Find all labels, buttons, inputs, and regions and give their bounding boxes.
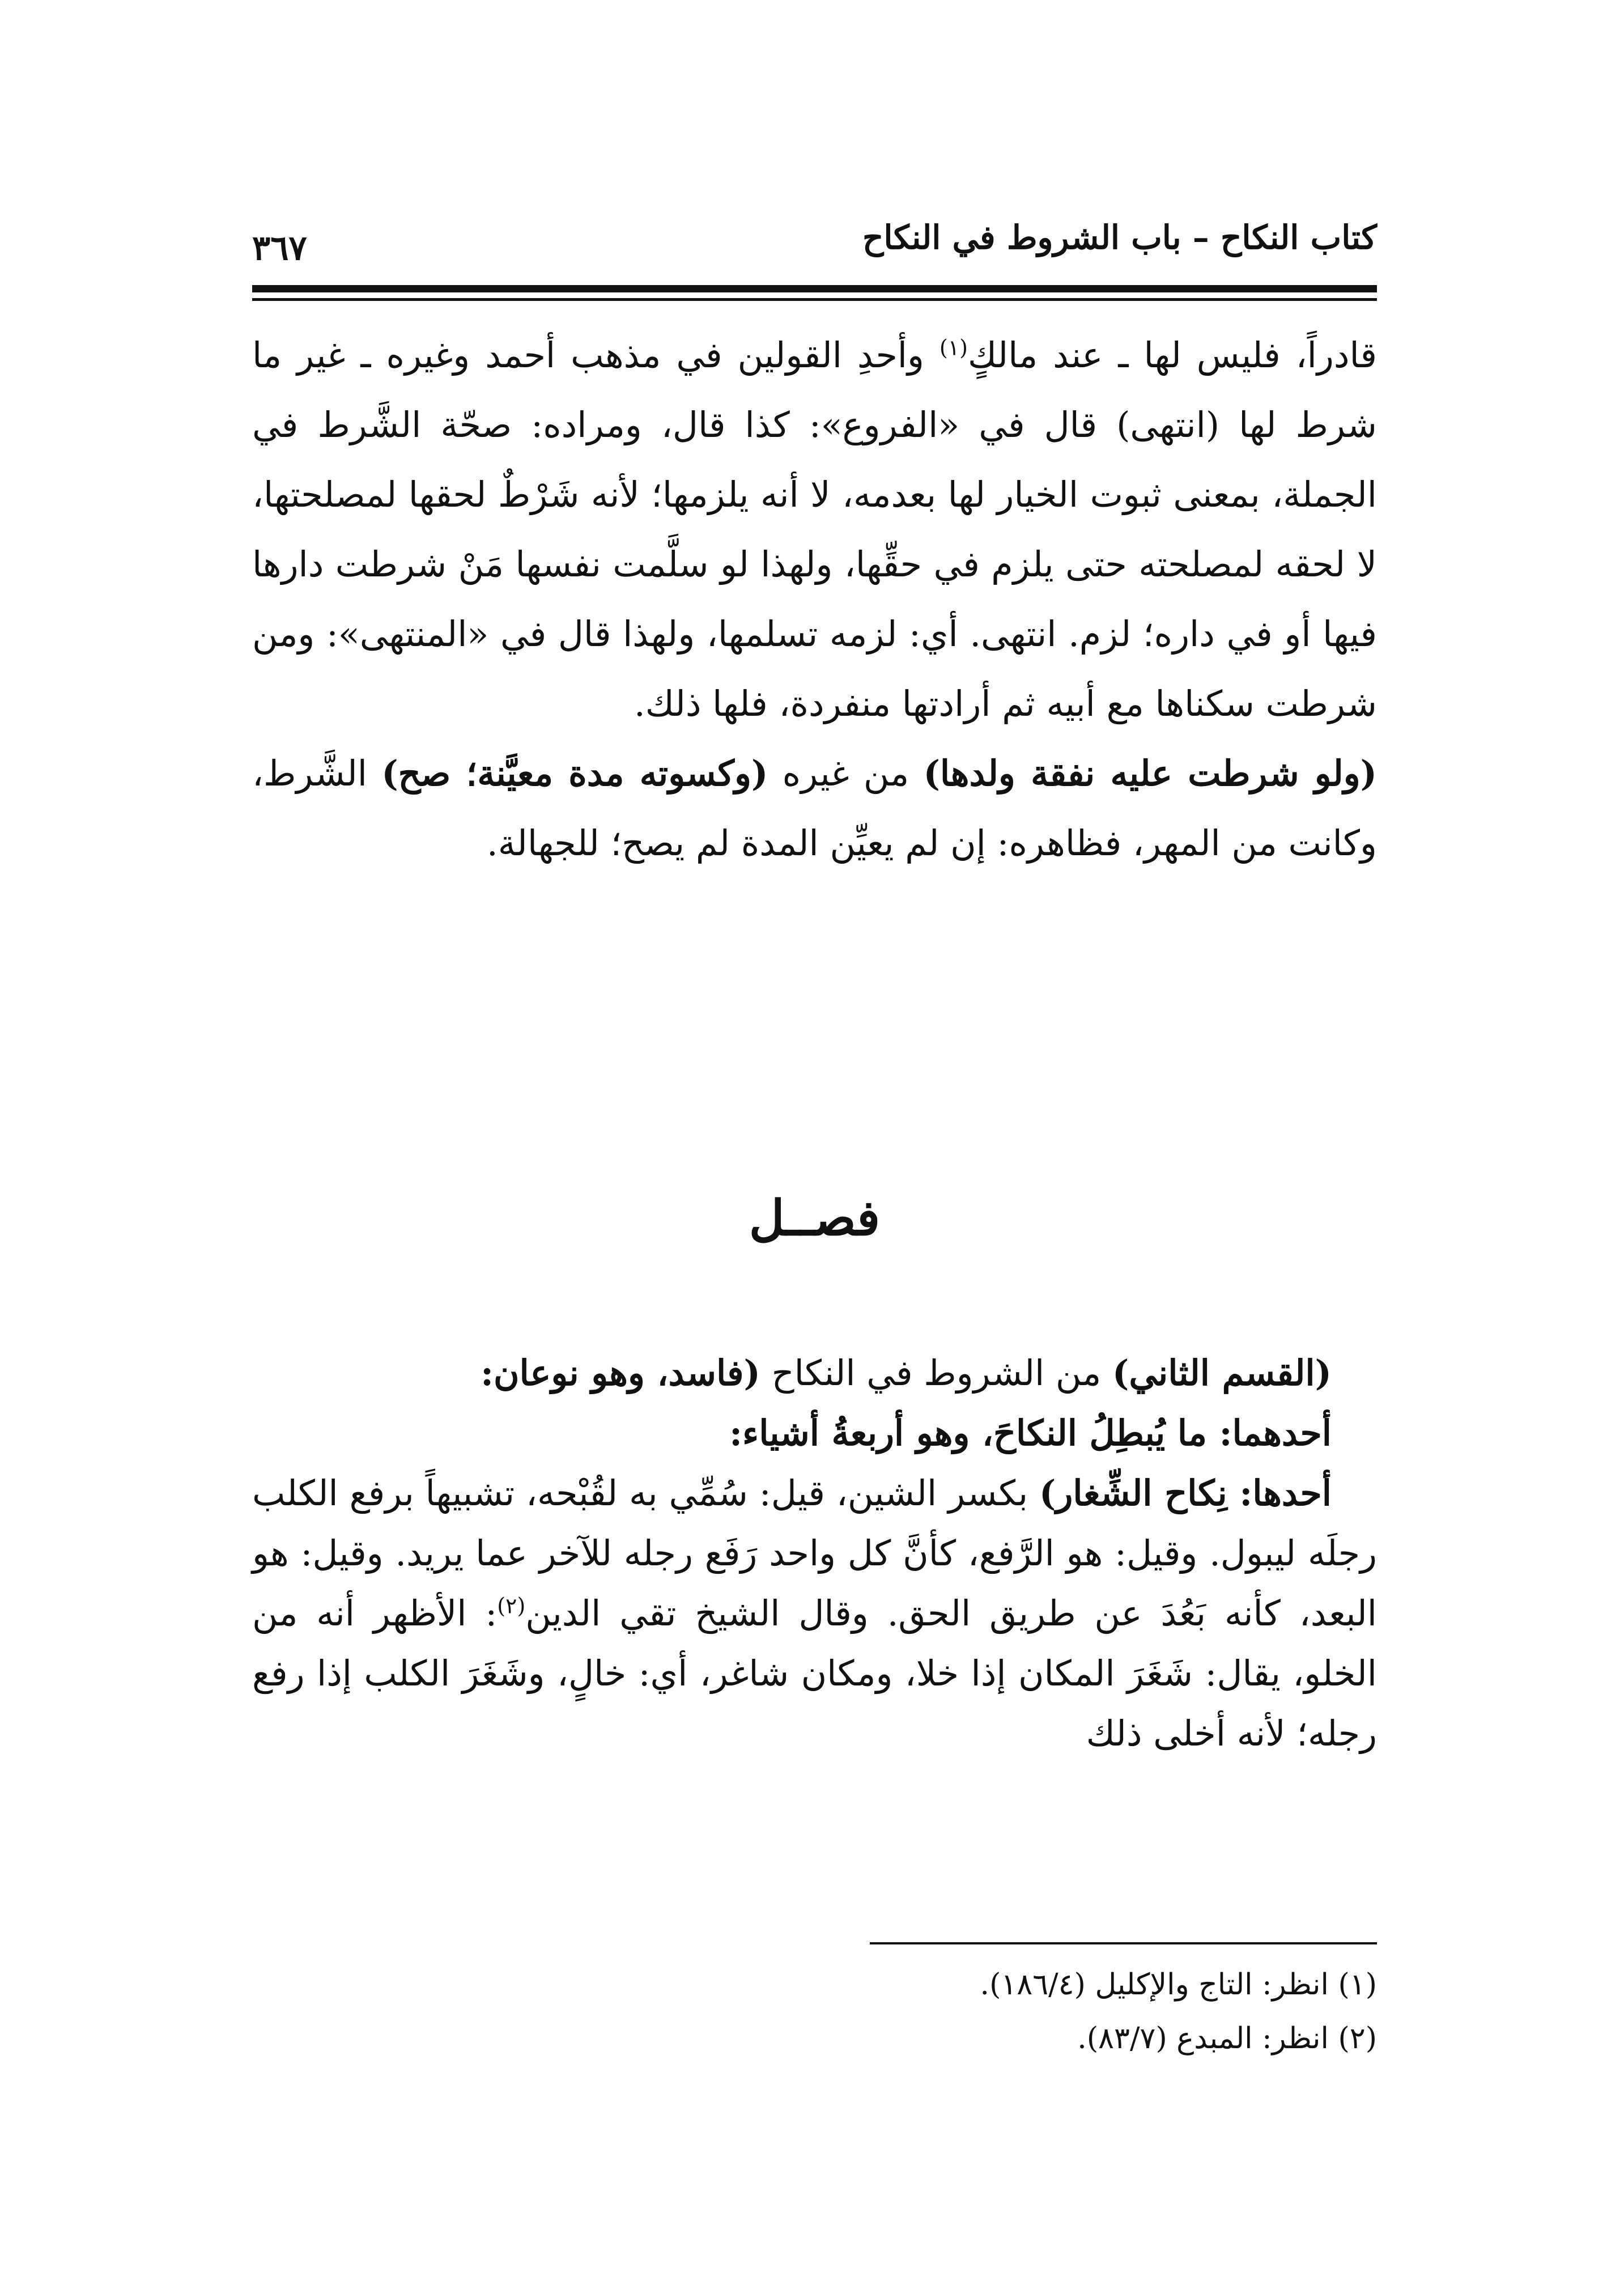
chapter-title: كتاب النكاح – باب الشروط في النكاح — [862, 218, 1377, 257]
p1-text-a: قادراً، فليس لها ـ عند مالكٍ — [967, 334, 1377, 376]
s1-bold-a: (القسم الثاني) — [1112, 1352, 1332, 1394]
header-rule-thin — [252, 298, 1377, 301]
section-line-3 — [252, 1463, 1377, 1764]
footnote-separator — [870, 1942, 1377, 1944]
header-rule-thick — [252, 285, 1377, 292]
p2-text-b: الشَّرط، وكانت من المهر، فظاهره: إن لم يعيِّن المدة لم يصح؛ للجهالة. — [252, 753, 1377, 864]
top-text-block — [252, 320, 1377, 878]
s3-bold: أحدها: نِكاح الشِّغار) — [1039, 1472, 1332, 1514]
p1-text-b: وأحدِ القولين في مذهب أحمد وغيره ـ غير ما شرط لها (انتهى) قال في «الفروع»: كذا قال، ومراده: صحّة الشَّرط في الجملة، بمعنى ثبوت الخيار لها بعدمه، لا أنه يلزمها؛ لأنه شَرْطٌ لحقها لمصلحتها، لا لحقه لمصلحته حتى يلزم في حقِّها، ولهذا لو سلَّمت نفسها مَنْ شرطت دارها فيها أو في داره؛ لزم. انتهى. أي: لزمه تسلمها، ولهذا قال في «المنتهى»: ومن شرطت سكناها مع أبيه ثم أرادتها منفردة، فلها ذلك. — [252, 334, 1377, 724]
section-line-2 — [252, 1403, 1377, 1463]
p2-bold-b: (وكسوته مدة معيَّنة؛ صح) — [381, 753, 768, 794]
s3-text-a: بكسر الشين، قيل: سُمِّي به لقُبْحه، تشبيهاً برفع الكلب رجلَه ليبول. وقيل: هو الرَّفع، كأنَّ كل واحد رَفَع رجله للآخر عما يريد. وقيل: هو البعد، كأنه بَعُدَ عن طريق الحق. وقال الشيخ تقي الدين — [252, 1472, 1377, 1634]
s3-text-b: : الأظهر أنه من الخلو، يقال: شَغَرَ المكان إذا خلا، ومكان شاغر، أي: خالٍ، وشَغَرَ الكلب إذا رفع رجله؛ لأنه أخلى ذلك — [252, 1593, 1377, 1754]
section-text-block — [252, 1343, 1377, 1764]
footnote-ref-1: (١) — [939, 335, 968, 360]
s1-bold-b: (فاسد، وهو نوعان: — [481, 1352, 760, 1394]
paragraph-1 — [252, 320, 1377, 738]
section-heading: فصــل — [749, 1190, 881, 1247]
footnote-ref-2: (٢) — [497, 1593, 526, 1619]
section-line-1 — [252, 1343, 1377, 1403]
page-number: ٣٦٧ — [252, 228, 307, 268]
page-header — [252, 218, 1377, 281]
footnote-1: (١) انظر: التاج والإكليل (١٨٦/٤). — [980, 1968, 1377, 2002]
paragraph-2 — [252, 738, 1377, 878]
footnotes — [793, 1958, 1377, 2066]
footnote-2: (٢) انظر: المبدع (٨٣/٧). — [1077, 2022, 1377, 2056]
s1-text: من الشروط في النكاح — [760, 1352, 1113, 1394]
s2-bold: أحدهما: ما يُبطِلُ النكاحَ، وهو أربعةُ أشياء: — [729, 1412, 1332, 1454]
p2-bold-a: (ولو شرطت عليه نفقة ولدها) — [923, 753, 1378, 794]
p2-text-a: من غيره — [768, 753, 924, 794]
